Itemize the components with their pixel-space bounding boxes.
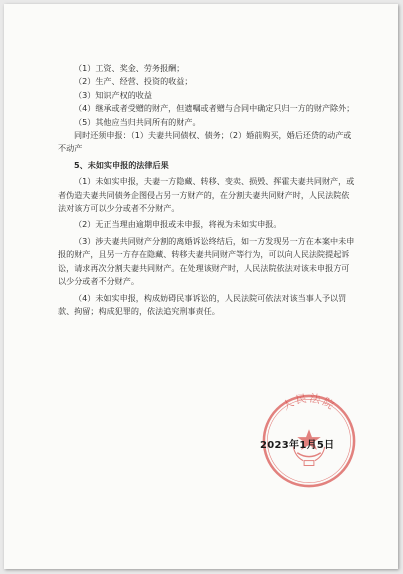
paragraph-5: （5）其他应当归共同所有的财产。 — [74, 116, 201, 127]
paragraph-11: （4）未如实申报，构成妨碍民事诉讼的，人民法院可依法对该当事人予以罚款、拘留；构成犯罪的，依法追究刑事责任。 — [58, 292, 347, 316]
paragraph-2: （2）生产、经营、投资的收益； — [74, 76, 193, 87]
section-heading: 5、未如实申报的法律后果 — [74, 159, 169, 170]
seal-text: 人民法院 — [280, 392, 338, 413]
document-page — [4, 4, 398, 569]
paragraph-3: （3）知识产权的收益 — [74, 89, 152, 100]
paragraph-8: （1）未如实申报，夫妻一方隐藏、转移、变卖、损毁、挥霍夫妻共同财产，或者伪造夫妻共同债务企图侵占另一方财产的，在分割夫妻共同财产时，人民法院依法对该方可以少分或者不分财产。 — [58, 176, 355, 214]
paragraph-6: 同时还须申报：（1）夫妻共同债权、债务；（2）婚前购买，婚后还贷的动产或不动产 — [58, 130, 352, 154]
paragraph-1: （1）工资、奖金、劳务报酬； — [74, 63, 185, 73]
paragraph-10: （3）涉夫妻共同财产分割的离婚诉讼终结后，如一方发现另一方在本案中未申报的财产，且另一方存在隐藏、转移夫妻共同财产等行为，可以向人民法院提起诉讼，请求再次分割夫妻共同财产。在处理该财产时，人民法院依法对该未申报方可以少分或者不分财产。 — [58, 235, 355, 287]
paragraph-4: （4）继承或者受赠的财产，但遗嘱或者赠与合同中确定只归一方的财产除外； — [74, 103, 355, 114]
document-body — [58, 62, 356, 318]
document-date: 2023年1月5日 — [260, 440, 335, 451]
paragraph-9: （2）无正当理由逾期申报或未申报，将视为未如实申报。 — [74, 219, 282, 230]
